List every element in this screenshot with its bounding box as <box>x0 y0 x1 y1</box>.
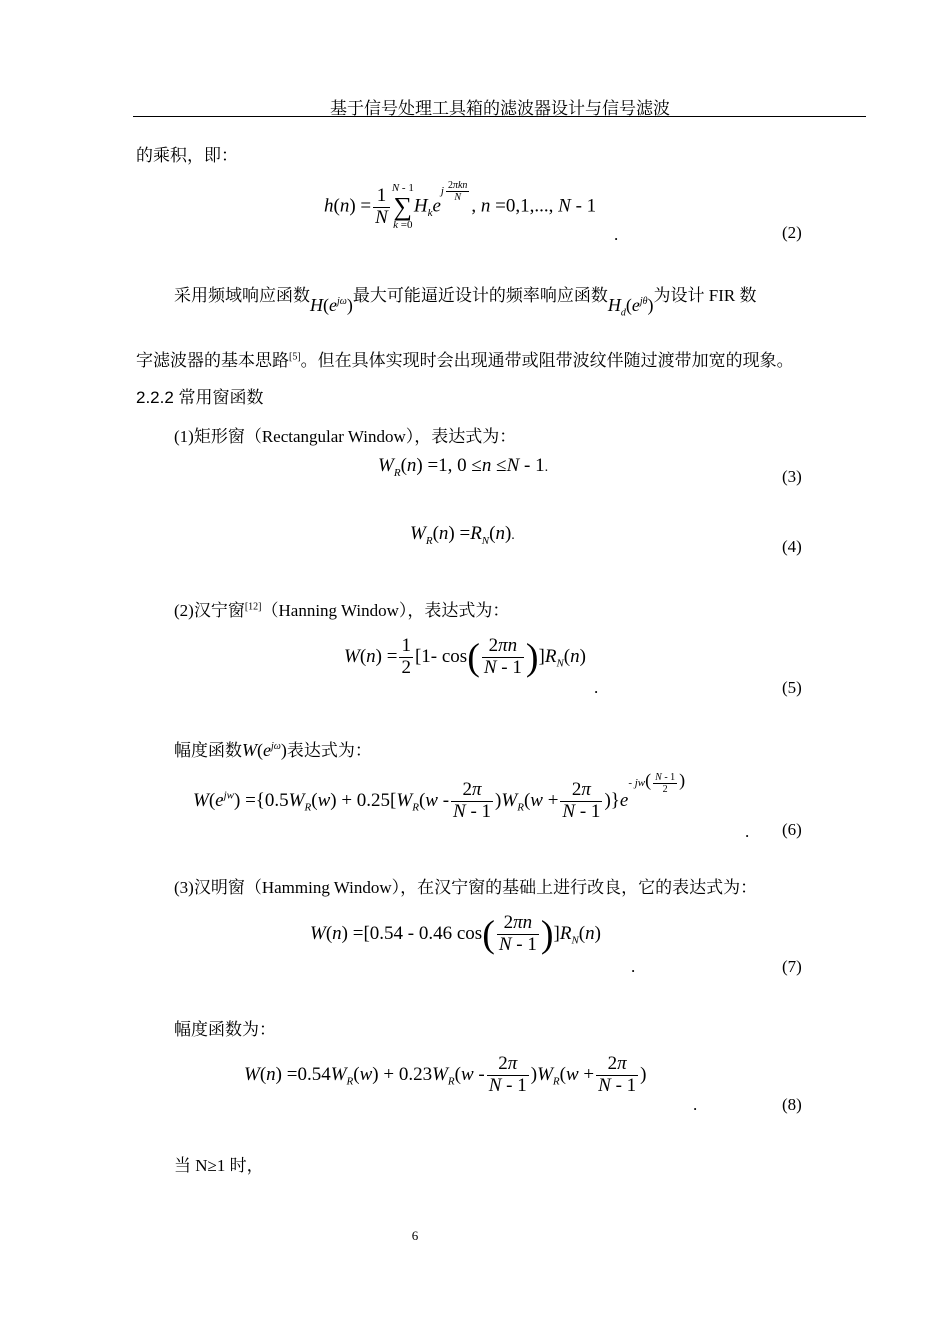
equation-3: $W_R(n) =1$, 0 ≤n ≤N - 1. <box>378 455 549 479</box>
equation-8: $W(n) =0.54W_R(w) + 0.23W_R(w$ - $\frac{2\pi}{N - 1}$ )$W_R(w$ + $\frac{2\pi}{N - 1}$ ) <box>244 1053 647 1096</box>
inline-math-H: $H(e^{j\omega})$ <box>310 295 353 315</box>
paragraph-amplitude-hamming: 幅度函数为： <box>174 1020 276 1039</box>
paragraph-rectangular-window: (1)矩形窗（Rectangular Window），表达式为： <box>174 427 517 446</box>
equation-8-period: . <box>693 1095 698 1114</box>
equation-2-number: (2) <box>782 223 802 242</box>
paragraph-text: 采用频域响应函数 <box>174 286 310 305</box>
paragraph-intro: 的乘积，即： <box>136 146 238 165</box>
equation-2: h(n) = $\frac{1}{N}$ N - 1 ∑ k =0 $H_ke^{j \frac{\text{2πkn}}{N}}$ , n =0,1,..., N - 1 <box>324 180 597 231</box>
paragraph-text: (2)汉宁窗 <box>174 601 245 620</box>
equation-4-number: (4) <box>782 537 802 556</box>
equation-7-number: (7) <box>782 957 802 976</box>
equation-6: $W(e^{jw}) =\{0.5W_R(w) + 0.25[W_R(w$ - $\frac{2\pi}{N - 1}$ )$W_R(w$ + $\frac{2\pi}{N - 1}$ )}$e^{- jw( \frac{N - 1}{2} )}$ <box>193 770 686 822</box>
running-header: 基于信号处理工具箱的滤波器设计与信号滤波 <box>330 99 670 118</box>
paragraph-design-idea-cont <box>136 346 794 371</box>
inline-math-Hd: $H_d(e^{j\theta})$ <box>607 295 654 319</box>
paragraph-text: （Hanning Window），表达式为： <box>261 601 510 620</box>
equation-7: W(n) =[0.54 - 0.46 cos( $\frac{2\pi n}{N - 1}$ )]$R_N(n)$ <box>310 912 601 956</box>
equation-5-period: . <box>594 678 599 697</box>
page-number: 6 <box>411 1228 419 1243</box>
equation-2-period: . <box>614 225 619 244</box>
paragraph-design-idea <box>174 281 757 319</box>
header-rule <box>133 116 866 117</box>
paragraph-condition: 当 N≥1 时， <box>174 1156 264 1175</box>
inline-math-W: $W(e^{j\omega})$ <box>242 740 287 760</box>
paragraph-amplitude-hanning <box>174 736 372 761</box>
citation: [12] <box>244 601 262 613</box>
paragraph-text: 为设计 FIR 数 <box>653 286 757 305</box>
paragraph-hamming-window: (3)汉明窗（Hamming Window），在汉宁窗的基础上进行改良，它的表达式为： <box>174 878 758 897</box>
paragraph-text: 。但在具体实现时会出现通带或阻带波纹伴随过渡带加宽的现象。 <box>300 351 794 370</box>
equation-7-period: . <box>631 957 636 976</box>
paragraph-text: 字滤波器的基本思路 <box>136 351 289 370</box>
equation-4: $W_R(n) =R_N(n)$. <box>410 523 515 547</box>
section-heading: 2.2.2 常用窗函数 <box>136 388 264 407</box>
equation-3-number: (3) <box>782 467 802 486</box>
equation-6-number: (6) <box>782 820 802 839</box>
equation-5-number: (5) <box>782 678 802 697</box>
paragraph-text: 幅度函数 <box>174 741 242 760</box>
equation-6-period: . <box>745 822 750 841</box>
citation: [5] <box>289 351 301 363</box>
paragraph-text: 表达式为： <box>286 741 372 760</box>
paragraph-hanning-window <box>174 596 509 621</box>
equation-8-number: (8) <box>782 1095 802 1114</box>
equation-5: W(n) = $\frac{1}{2}$ [1- cos( $\frac{2\pi n}{N - 1}$ )]$R_N(n)$ <box>344 635 586 679</box>
paragraph-text: 最大可能逼近设计的频率响应函数 <box>352 286 608 305</box>
